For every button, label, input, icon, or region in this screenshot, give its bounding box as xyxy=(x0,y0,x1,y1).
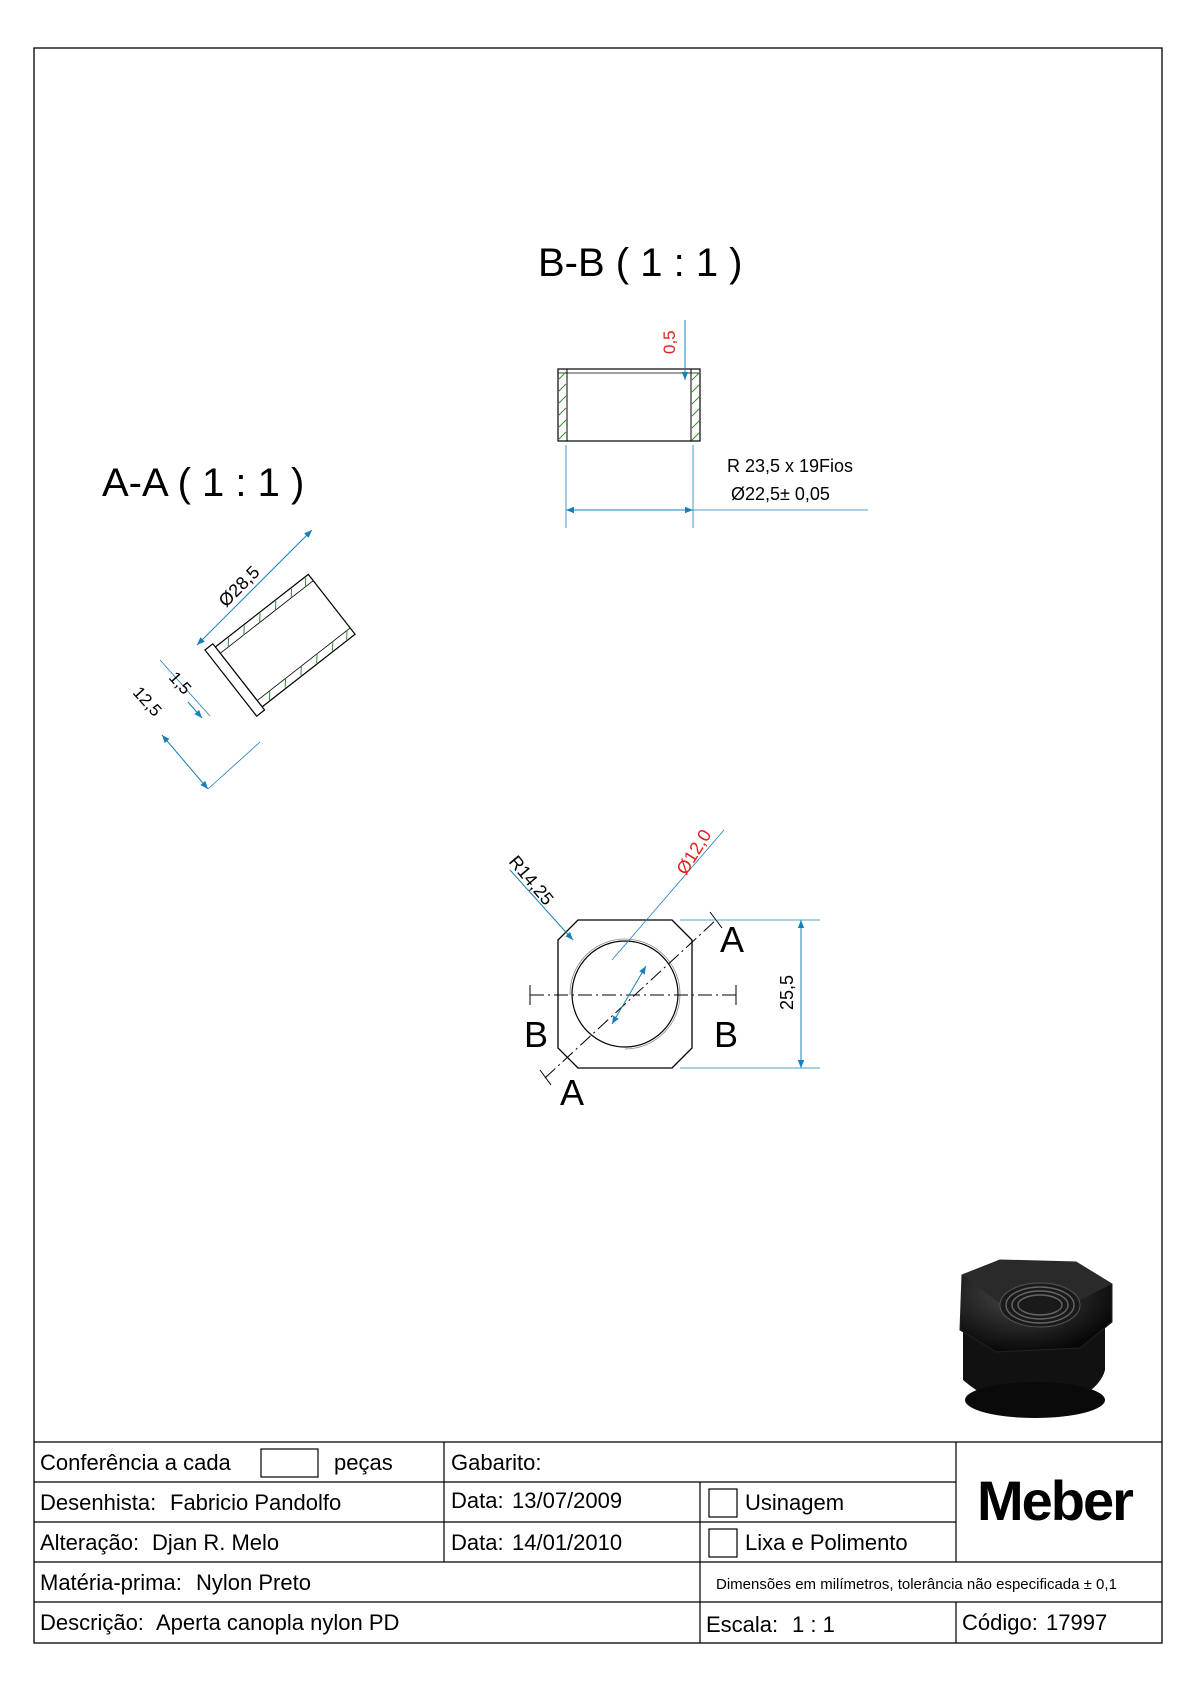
section-marker-b-left: B xyxy=(524,1014,549,1055)
conferencia-label: Conferência a cada xyxy=(40,1450,231,1475)
escala-label: Escala: xyxy=(706,1612,779,1637)
data1-label: Data: xyxy=(451,1488,504,1513)
section-marker-a-top: A xyxy=(720,919,745,960)
data2-value: 14/01/2010 xyxy=(512,1530,623,1555)
usinagem-checkbox[interactable] xyxy=(709,1489,737,1517)
tolerancia-note: Dimensões em milímetros, tolerância não especificada ± 0,1 xyxy=(716,1576,1117,1593)
section-aa-title: A-A ( 1 : 1 ) xyxy=(102,461,305,505)
aa-length-label: 12,5 xyxy=(129,682,166,721)
alteracao-value: Djan R. Melo xyxy=(152,1530,280,1555)
section-bb-title: B-B ( 1 : 1 ) xyxy=(538,241,743,285)
bb-body-outline xyxy=(558,369,700,441)
front-view xyxy=(505,826,820,1113)
front-height-label: 25,5 xyxy=(777,974,797,1010)
escala-value: 1 : 1 xyxy=(792,1612,835,1637)
part-3d-preview xyxy=(960,1260,1112,1418)
bb-thread-label: R 23,5 x 19Fios xyxy=(727,456,854,476)
front-radius-label: R14,25 xyxy=(504,851,558,910)
lixa-checkbox[interactable] xyxy=(709,1529,737,1557)
meber-logo: Meber xyxy=(977,1469,1132,1532)
bb-wall-dim: 0,5 xyxy=(660,330,679,354)
desenhista-value: Fabricio Pandolfo xyxy=(170,1490,342,1515)
descricao-value: Aperta canopla nylon PD xyxy=(156,1610,400,1635)
alteracao-label: Alteração: xyxy=(40,1530,140,1555)
data1-value: 13/07/2009 xyxy=(512,1488,623,1513)
front-octagon-outline xyxy=(558,920,692,1068)
pecas-label: peças xyxy=(334,1450,393,1475)
gabarito-label: Gabarito: xyxy=(451,1450,542,1475)
materia-value: Nylon Preto xyxy=(196,1570,311,1595)
section-marker-b-right: B xyxy=(714,1014,739,1055)
bb-diameter-label: Ø22,5± 0,05 xyxy=(731,484,830,504)
conferencia-box[interactable] xyxy=(261,1449,318,1477)
codigo-value: 17997 xyxy=(1046,1610,1108,1635)
section-bb-view xyxy=(538,241,868,528)
data2-label: Data: xyxy=(451,1530,504,1555)
usinagem-label: Usinagem xyxy=(745,1490,845,1515)
aa-flange-label: 1,5 xyxy=(165,667,195,699)
lixa-label: Lixa e Polimento xyxy=(745,1530,908,1555)
descricao-label: Descrição: xyxy=(40,1610,144,1635)
desenhista-label: Desenhista: xyxy=(40,1490,157,1515)
materia-label: Matéria-prima: xyxy=(40,1570,182,1595)
codigo-label: Código: xyxy=(962,1610,1038,1635)
section-marker-a-bottom: A xyxy=(560,1072,585,1113)
section-aa-view xyxy=(102,461,358,789)
front-hole-label: Ø12,0 xyxy=(672,825,716,879)
aa-diameter-label: Ø28,5 xyxy=(214,562,264,611)
